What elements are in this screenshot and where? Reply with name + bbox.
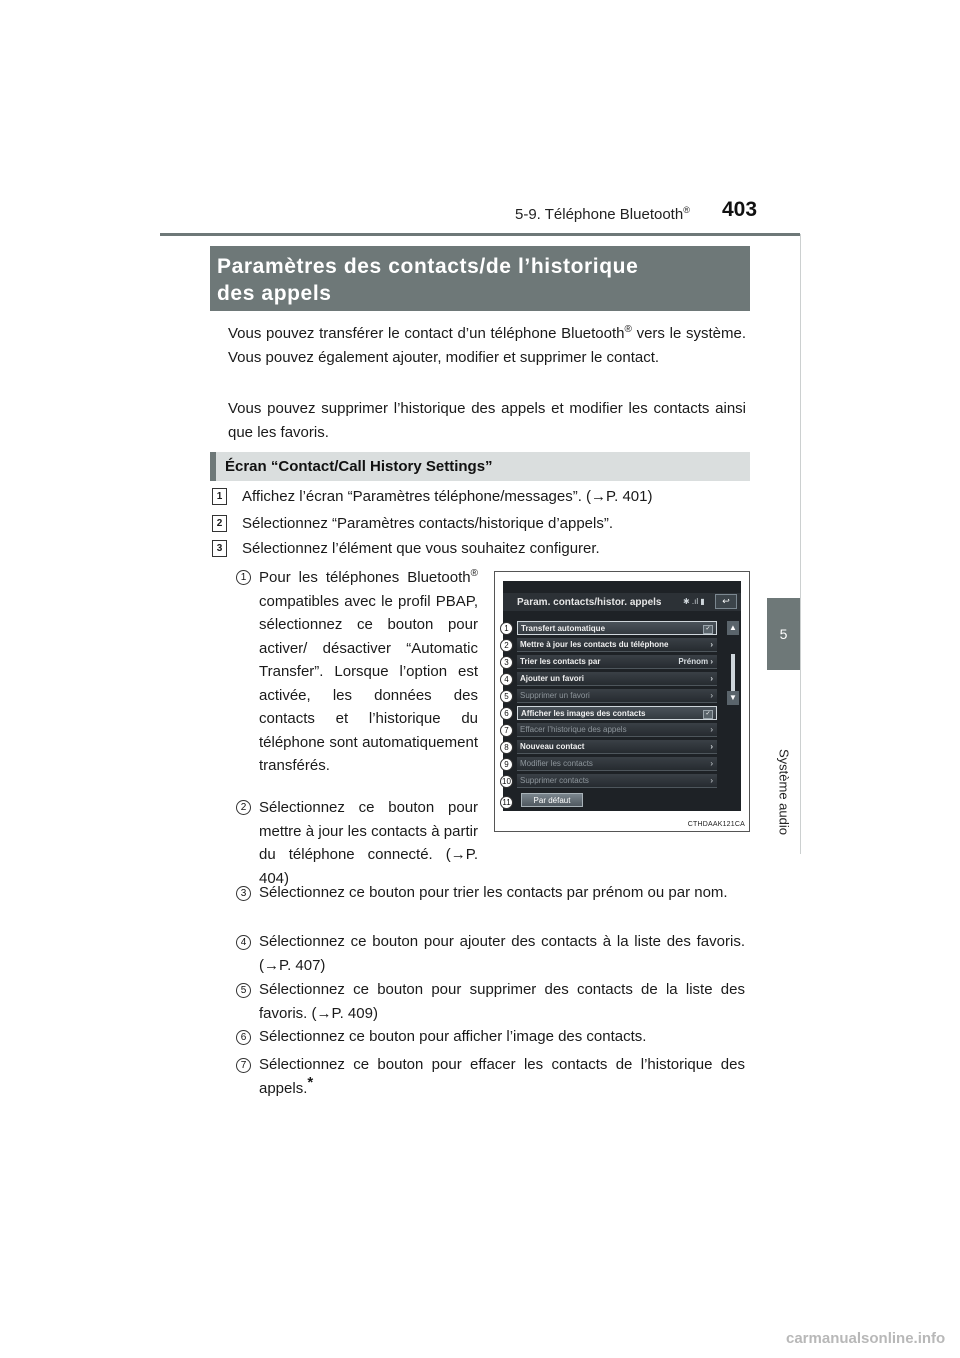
chevron-right-icon: › bbox=[710, 759, 713, 768]
item-number-4: 4 bbox=[236, 935, 251, 950]
default-button[interactable]: Par défaut bbox=[521, 793, 583, 807]
menu-effacer-historique[interactable] bbox=[517, 723, 717, 737]
menu-label: Effacer l’historique des appels bbox=[520, 725, 627, 734]
menu-label: Afficher les images des contacts bbox=[521, 709, 646, 718]
step-badge: 2 bbox=[212, 515, 227, 532]
menu-modifier-contacts[interactable] bbox=[517, 757, 717, 771]
menu-supprimer-contacts[interactable] bbox=[517, 774, 717, 788]
callout-5: 5 bbox=[500, 690, 513, 703]
chapter-label-text: Système audio bbox=[776, 749, 792, 835]
menu-label: Mettre à jour les contacts du téléphone bbox=[520, 640, 669, 649]
item-1-sup: ® bbox=[470, 568, 478, 579]
scroll-up-icon[interactable]: ▲ bbox=[727, 621, 739, 635]
menu-label: Supprimer un favori bbox=[520, 691, 590, 700]
step-badge: 3 bbox=[212, 540, 227, 557]
callout-1: 1 bbox=[500, 622, 513, 635]
scroll-down-icon[interactable]: ▼ bbox=[727, 691, 739, 705]
menu-label: Transfert automatique bbox=[521, 624, 606, 633]
item-number-7: 7 bbox=[236, 1058, 251, 1073]
item-number-3: 3 bbox=[236, 886, 251, 901]
callout-7: 7 bbox=[500, 724, 513, 737]
screenshot-figure bbox=[494, 571, 750, 832]
section-title bbox=[210, 246, 750, 311]
item-text-6: Sélectionnez ce bouton pour afficher l’image des contacts. bbox=[259, 1028, 647, 1045]
item-7-text: Sélectionnez ce bouton pour effacer les contacts de l’historique des appels. bbox=[259, 1056, 745, 1097]
registered-mark: ® bbox=[683, 205, 690, 215]
step-text: Affichez l’écran “Paramètres téléphone/messages”. (→P. 401) bbox=[242, 488, 653, 505]
intro-paragraph-1 bbox=[228, 322, 746, 370]
item-text-4: Sélectionnez ce bouton pour ajouter des contacts à la liste des favoris. (→P. 407) bbox=[259, 933, 745, 974]
item-number-5: 5 bbox=[236, 983, 251, 998]
intro-p1-sup: ® bbox=[624, 324, 632, 335]
chevron-right-icon: › bbox=[710, 674, 713, 683]
intro-paragraph-2: Vous pouvez supprimer l’historique des appels et modifier les contacts ainsi que les favoris. bbox=[228, 400, 746, 441]
menu-afficher-images[interactable] bbox=[517, 706, 717, 720]
menu-value: Prénom › bbox=[678, 657, 713, 666]
callout-10: 10 bbox=[500, 775, 513, 788]
item-number-2: 2 bbox=[236, 800, 251, 815]
running-header-text: 5-9. Téléphone Bluetooth bbox=[515, 206, 684, 223]
callout-3: 3 bbox=[500, 656, 513, 669]
item-text-3: Sélectionnez ce bouton pour trier les contacts par prénom ou par nom. bbox=[259, 884, 728, 901]
item-text-2: Sélectionnez ce bouton pour mettre à jour les contacts à partir du téléphone connecté. (→P. 404) bbox=[259, 799, 478, 887]
footnote-mark: * bbox=[307, 1073, 314, 1091]
chevron-right-icon: › bbox=[710, 776, 713, 785]
menu-label: Trier les contacts par bbox=[520, 657, 601, 666]
checkbox-icon: ✓ bbox=[703, 710, 713, 719]
step-badge: 1 bbox=[212, 488, 227, 505]
step-text: Sélectionnez l’élément que vous souhaitez configurer. bbox=[242, 540, 600, 557]
chevron-right-icon: › bbox=[710, 742, 713, 751]
menu-label: Modifier les contacts bbox=[520, 759, 593, 768]
item-1-text-b: compatibles avec le profil PBAP, sélectionnez ce bouton pour activer/ désactiver “Automatic Transfer”. Lorsque l’option est activée, les données des contacts et l’historique du téléphone sont automatiquement transférés. bbox=[259, 592, 478, 774]
status-icons: ✱ .ıl ▮ bbox=[683, 597, 705, 606]
page-number: 403 bbox=[722, 198, 758, 221]
callout-8: 8 bbox=[500, 741, 513, 754]
chapter-tab: 5 bbox=[767, 598, 800, 670]
menu-trier-contacts[interactable] bbox=[517, 655, 717, 669]
callout-9: 9 bbox=[500, 758, 513, 771]
menu-ajouter-favori[interactable] bbox=[517, 672, 717, 686]
step-text: Sélectionnez “Paramètres contacts/historique d’appels”. bbox=[242, 515, 614, 532]
running-header bbox=[515, 205, 690, 223]
watermark: carmanualsonline.info bbox=[786, 1330, 946, 1347]
menu-label: Ajouter un favori bbox=[520, 674, 585, 683]
item-number-6: 6 bbox=[236, 1030, 251, 1045]
item-text-5: Sélectionnez ce bouton pour supprimer des contacts de la liste des favoris. (→P. 409) bbox=[259, 981, 745, 1022]
callout-2: 2 bbox=[500, 639, 513, 652]
callout-11: 11 bbox=[500, 796, 513, 809]
section-title-line1: Paramètres des contacts/de l’historique bbox=[217, 255, 639, 278]
screen-title: Param. contacts/histor. appels bbox=[517, 597, 662, 608]
callout-4: 4 bbox=[500, 673, 513, 686]
figure-caption: CTHDAAK121CA bbox=[687, 821, 745, 828]
scrollbar[interactable] bbox=[731, 654, 735, 694]
header-rule bbox=[160, 233, 800, 236]
item-text-7 bbox=[259, 1053, 745, 1100]
back-button[interactable]: ↩ bbox=[715, 594, 737, 609]
menu-transfert-automatique[interactable] bbox=[517, 621, 717, 635]
chevron-right-icon: › bbox=[710, 725, 713, 734]
checkbox-icon: ✓ bbox=[703, 625, 713, 634]
callout-6: 6 bbox=[500, 707, 513, 720]
intro-p1-text-a: Vous pouvez transférer le contact d’un téléphone Bluetooth bbox=[228, 325, 625, 342]
head-unit-screen bbox=[503, 581, 741, 811]
menu-supprimer-favori[interactable] bbox=[517, 689, 717, 703]
item-text-1 bbox=[259, 566, 478, 778]
chapter-label bbox=[766, 732, 802, 852]
chevron-right-icon: › bbox=[710, 640, 713, 649]
intro-p1-text-b: vers le système. Vous pouvez également ajouter, modifier et supprimer le contact. bbox=[228, 325, 746, 366]
chevron-right-icon: › bbox=[710, 691, 713, 700]
subsection-title: Écran “Contact/Call History Settings” bbox=[210, 452, 750, 481]
menu-label: Supprimer contacts bbox=[520, 776, 589, 785]
section-title-line2: des appels bbox=[217, 282, 332, 305]
menu-nouveau-contact[interactable] bbox=[517, 740, 717, 754]
menu-mettre-a-jour-contacts[interactable] bbox=[517, 638, 717, 652]
item-number-1: 1 bbox=[236, 570, 251, 585]
item-1-text-a: Pour les téléphones Bluetooth bbox=[259, 569, 471, 586]
menu-label: Nouveau contact bbox=[520, 742, 585, 751]
